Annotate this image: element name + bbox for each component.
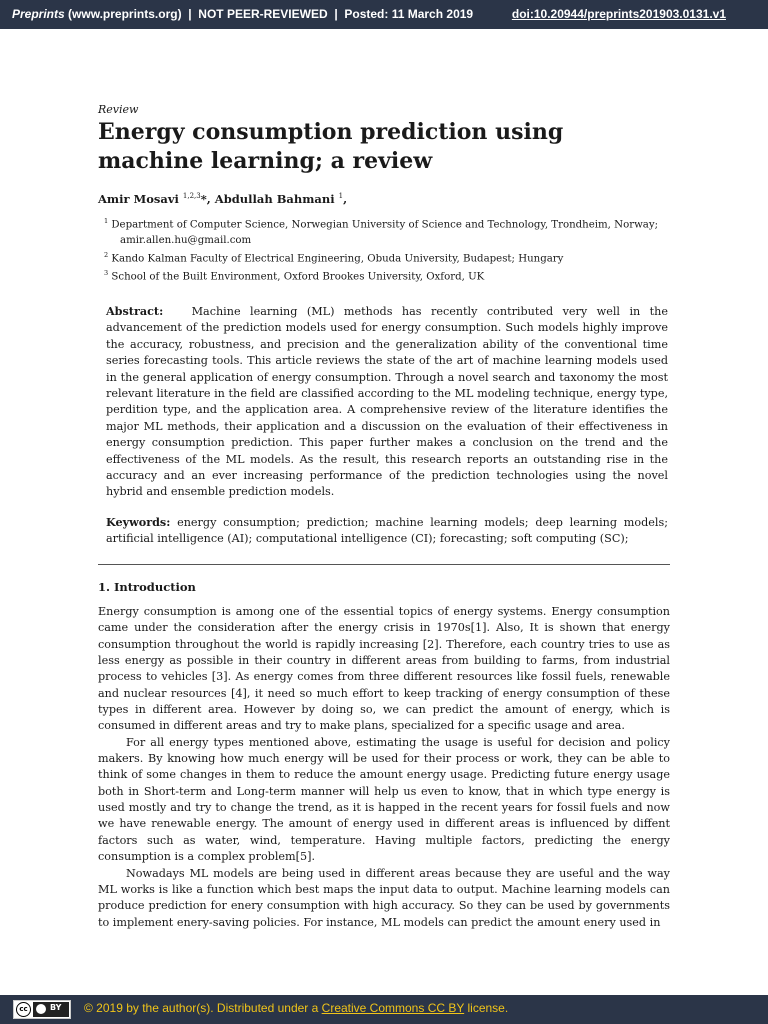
- preprint-header-bar: [0, 0, 768, 29]
- article-type: Review: [98, 103, 139, 116]
- header-info: [12, 7, 473, 21]
- copyright-text: © 2019 by the author(s). Distributed under a: [84, 1001, 319, 1015]
- cc-license-badge-icon[interactable]: [13, 1000, 71, 1019]
- affiliation-item: [104, 248, 670, 267]
- author-name: Abdullah Bahmani: [214, 192, 335, 206]
- license-suffix: license.: [467, 1001, 509, 1015]
- license-text: [84, 1001, 508, 1015]
- cc-by-strip: [33, 1002, 69, 1017]
- paragraph: Energy consumption is among one of the essential topics of energy systems. Energy consumption came under the consideration after the energy crisis in 1970s[1]. Also, It is shown that energy consumption throughout the world is rapidly increasing [2]. Therefore, each country tries to use as less energy as possible in their country in different areas from building to farms, from industrial process to vehicles [3]. As energy comes from three different resources like fossil fuels, renewable and nuclear resources [4], it need so much effort to keep tracking of energy consumption of these types in different area. However by doing so, we can predict the amount of energy, which is consumed in different areas and try to make plans, specialized for a specific usage and area.: [98, 605, 670, 733]
- paragraph: For all energy types mentioned above, estimating the usage is useful for decision and policy makers. By knowing how much energy will be used for their process or work, they can be able to think of some changes in them to reduce the amount energy usage. Predicting future energy usage both in Short-term and Long-term manner will help us even to know, that in which type energy is used mostly and try to change the trend, as it is happed in the recent years for fossil fuels and now we have renewable energy. The amount of energy used in different areas is influenced by diffent factors such as water, wind, temperature. Having multiple factors, predicting the energy consumption is a complex problem[5].: [98, 735, 670, 864]
- cc-circle-icon: cc: [16, 1002, 31, 1017]
- affiliation-item: [104, 266, 670, 285]
- author-affiliation-marker: 1: [338, 192, 344, 201]
- preprints-url[interactable]: (www.preprints.org): [68, 7, 182, 21]
- affiliation-number: 1: [104, 217, 109, 225]
- affiliations: [104, 214, 670, 285]
- paper-title: Energy consumption prediction using machine learning; a review: [98, 119, 564, 174]
- corresponding-mark: *,: [200, 192, 211, 206]
- affiliation-email: [104, 233, 670, 248]
- keywords-label: Keywords:: [106, 515, 171, 529]
- header-separator: |: [334, 7, 338, 21]
- affiliation-item: [104, 214, 670, 233]
- abstract-text: Machine learning (ML) methods has recently contributed very well in the advancement of the prediction models used for energy consumption. Such models highly improve the accuracy, robustness, and precision and the generalization ability of the conventional time series forecasting tools. This article reviews the state of the art of machine learning models used in the general application of energy consumption. Through a novel search and taxonomy the most relevant literature in the field are classified according to the ML modeling technique, energy type, perdition type, and the application area. A comprehensive review of the literature identifies the major ML methods, their application and a discussion on the evaluation of their effectiveness in energy consumption prediction. This paper further makes a conclusion on the trend and the effectiveness of the ML models. As the result, this research reports an outstanding rise in the accuracy and an ever increasing performance of the prediction technologies using the novel hybrid and ensemble prediction models.: [106, 305, 668, 499]
- affiliation-text: School of the Built Environment, Oxford Brookes University, Oxford, UK: [111, 271, 485, 283]
- abstract-label: Abstract:: [106, 304, 164, 318]
- attribution-person-icon: [36, 1004, 46, 1014]
- author-list: [98, 192, 347, 206]
- body-text: [98, 604, 670, 931]
- header-separator: |: [188, 7, 192, 21]
- license-footer: [0, 995, 768, 1024]
- abstract: [106, 303, 668, 501]
- posted-date: Posted: 11 March 2019: [344, 7, 474, 21]
- keywords: [106, 514, 668, 548]
- paragraph: Nowadays ML models are being used in different areas because they are useful and the way ML works is like a function which best maps the input data to output. Machine learning models can produce prediction for enery consumption with high accuracy. So they can be used by governments to implement enery-saving policies. For instance, ML models can predict the amount enery used in: [98, 866, 670, 929]
- author-name: Amir Mosavi: [98, 192, 179, 206]
- license-link[interactable]: Creative Commons CC BY: [321, 1001, 465, 1015]
- author-separator: ,: [343, 192, 348, 206]
- affiliation-number: 2: [104, 250, 109, 259]
- review-status: NOT PEER-REVIEWED: [198, 7, 328, 21]
- by-label: BY: [50, 1003, 62, 1012]
- doi-link[interactable]: doi:10.20944/preprints201903.0131.v1: [511, 7, 726, 21]
- preprints-brand[interactable]: Preprints: [12, 7, 65, 21]
- affiliation-text: Department of Computer Science, Norwegian University of Science and Technology, Trondheim, Norway;: [111, 219, 659, 231]
- email-link[interactable]: amir.allen.hu@gmail.com: [120, 234, 252, 246]
- author-affiliation-marker: 1,2,3: [182, 192, 201, 201]
- section-heading: 1. Introduction: [98, 580, 196, 594]
- affiliation-number: 3: [104, 269, 109, 278]
- section-divider: [98, 564, 670, 565]
- affiliation-text: Kando Kalman Faculty of Electrical Engineering, Obuda University, Budapest; Hungary: [111, 253, 564, 265]
- keywords-text: energy consumption; prediction; machine learning models; deep learning models; artificial intelligence (AI); computational intelligence (CI); forecasting; soft computing (SC);: [106, 516, 668, 546]
